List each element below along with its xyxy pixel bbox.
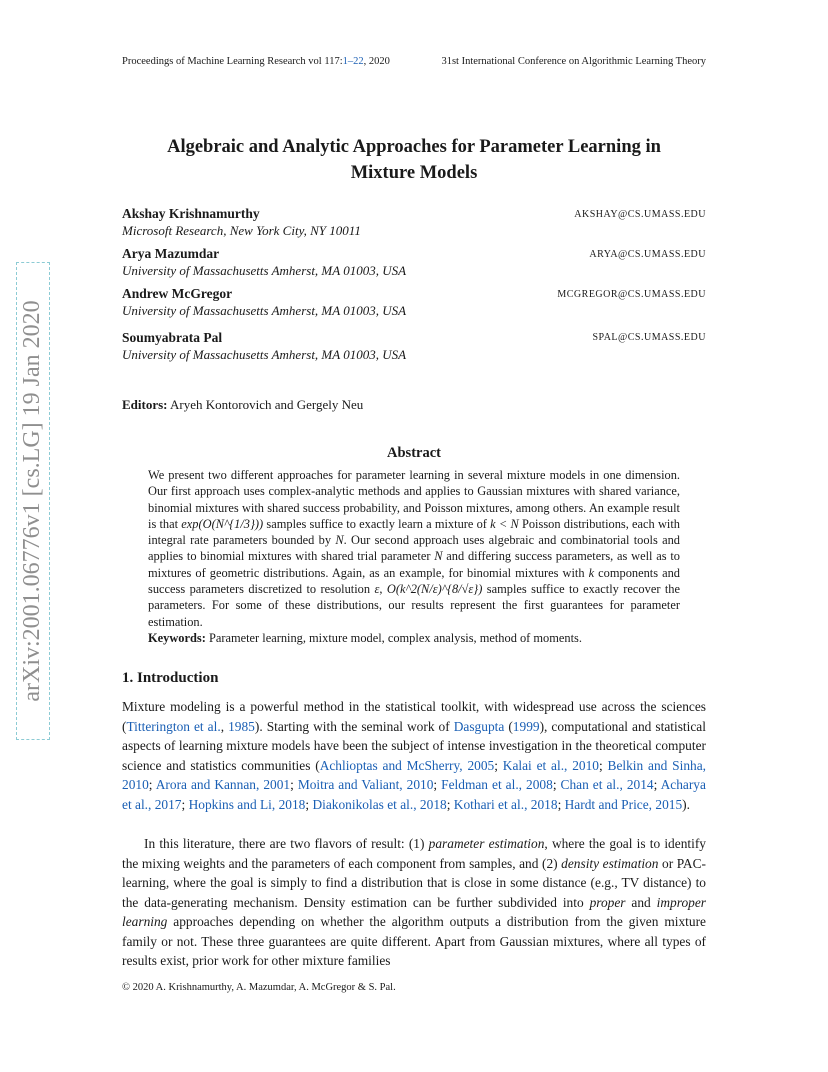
- intro-paragraph-1: Mixture modeling is a powerful method in the statistical toolkit, with widespread use across the sciences (Titterington et al., 1985). Starting with the seminal work of Dasgupta (1999), computational and statistical aspects of learning mixture models have been the subject of intense investigation in the theoretical computer science and statistics communities (Achlioptas and McSherry, 2005; Kalai et al., 2010; Belkin and Sinha, 2010; Arora and Kannan, 2001; Moitra and Valiant, 2010; Feldman et al., 2008; Chan et al., 2014; Acharya et al., 2017; Hopkins and Li, 2018; Diakonikolas et al., 2018; Kothari et al., 2018; Hardt and Price, 2015).: [122, 699, 707, 812]
- arxiv-identifier[interactable]: arXiv:2001.06776v1 [cs.LG] 19 Jan 2020: [16, 262, 50, 740]
- citation-link[interactable]: Kothari et al., 2018: [453, 796, 558, 812]
- running-header-left: Proceedings of Machine Learning Research vol 117:1–22, 2020: [122, 56, 390, 67]
- citation-link[interactable]: 1999: [512, 718, 540, 734]
- author-name: Soumyabrata Pal: [122, 330, 223, 345]
- section-heading-introduction: 1. Introduction: [122, 670, 219, 686]
- author-email[interactable]: ARYA@CS.UMASS.EDU: [589, 249, 706, 260]
- author-name: Akshay Krishnamurthy: [122, 206, 260, 221]
- intro-paragraph-2: In this literature, there are two flavors of result: (1) parameter estimation, where the goal is to identify the mixing weights and the parameters of each component from samples, and (2) density estimation or PAC-learning, where the goal is simply to find a distribution that is close in some distance (e.g., TV distance) to the data-generating mechanism. Density estimation can be further subdivided into proper and improper learning approaches depending on whether the algorithm outputs a distribution from the given mixture family or not. These three guarantees are quite different. Apart from Gaussian mixtures, where all types of results exist, prior work for other mixture families: [122, 836, 707, 968]
- author-affiliation: University of Massachusetts Amherst, MA 01003, USA: [122, 263, 407, 278]
- author-name: Andrew McGregor: [122, 286, 233, 301]
- author-affiliation: Microsoft Research, New York City, NY 10011: [122, 223, 361, 238]
- arxiv-stamp: [16, 262, 50, 740]
- citation-link[interactable]: Moitra and Valiant, 2010: [297, 777, 434, 792]
- author-affiliation: University of Massachusetts Amherst, MA 01003, USA: [122, 303, 407, 318]
- citation-link[interactable]: Kalai et al., 2010: [502, 757, 599, 773]
- citation-link[interactable]: 1985: [228, 718, 255, 734]
- author-email[interactable]: AKSHAY@CS.UMASS.EDU: [574, 209, 706, 220]
- citation-link[interactable]: Titterington et al.: [126, 718, 221, 734]
- running-header-right: 31st International Conference on Algorithmic Learning Theory: [441, 56, 706, 67]
- author-email[interactable]: SPAL@CS.UMASS.EDU: [592, 332, 706, 343]
- citation-link[interactable]: Dasgupta: [453, 718, 505, 734]
- keywords-line: Keywords: Parameter learning, mixture model, complex analysis, method of moments.: [148, 630, 582, 645]
- author-name: Arya Mazumdar: [122, 246, 220, 261]
- abstract-body: We present two different approaches for parameter learning in several mixture models in one dimension. Our first approach uses complex-analytic methods and applies to Gaussian mixtures with shared variance, binomial mixtures with shared success probability, and Poisson mixtures, among others. An example result is that exp(O(N^{1/3})) samples suffice to exactly learn a mixture of k < N Poisson distributions, each with integral rate parameters bounded by N. Our second approach uses algebraic and combinatorial tools and applies to binomial mixtures with shared trial parameter N and differing success parameters, as well as to mixtures of geometric distributions. Again, as an example, for binomial mixtures with k components and success parameters discretized to resolution ε, O(k^2(N/ε)^{8/√ε}) samples suffice to exactly recover the parameters. For some of these distributions, our results represent the first guarantees for parameter estimation. Keywords: Parameter learning, mixture model, complex analysis, method of moments.: [148, 468, 681, 645]
- citation-link[interactable]: Hopkins and Li, 2018: [188, 796, 306, 812]
- page-range-link[interactable]: 1–22: [342, 56, 364, 67]
- citation-link[interactable]: Acharya et al., 2017: [122, 777, 706, 812]
- copyright-footer: © 2020 A. Krishnamurthy, A. Mazumdar, A. McGregor & S. Pal.: [122, 982, 396, 993]
- paper-title: Algebraic and Analytic Approaches for Parameter Learning in Mixture Models: [167, 137, 661, 183]
- citation-link[interactable]: Feldman et al., 2008: [441, 777, 553, 792]
- author-email[interactable]: MCGREGOR@CS.UMASS.EDU: [557, 289, 706, 300]
- citation-link[interactable]: Belkin and Sinha, 2010: [122, 757, 707, 792]
- citation-link[interactable]: Chan et al., 2014: [560, 777, 654, 792]
- citation-link[interactable]: Arora and Kannan, 2001: [155, 777, 291, 792]
- editors-line: Editors: Aryeh Kontorovich and Gergely Neu: [122, 397, 364, 412]
- citation-link[interactable]: Achlioptas and McSherry, 2005: [319, 757, 495, 773]
- citation-link[interactable]: Hardt and Price, 2015: [564, 796, 683, 812]
- citation-link[interactable]: Diakonikolas et al., 2018: [312, 796, 447, 812]
- abstract-heading: Abstract: [387, 445, 441, 461]
- author-affiliation: University of Massachusetts Amherst, MA 01003, USA: [122, 347, 407, 362]
